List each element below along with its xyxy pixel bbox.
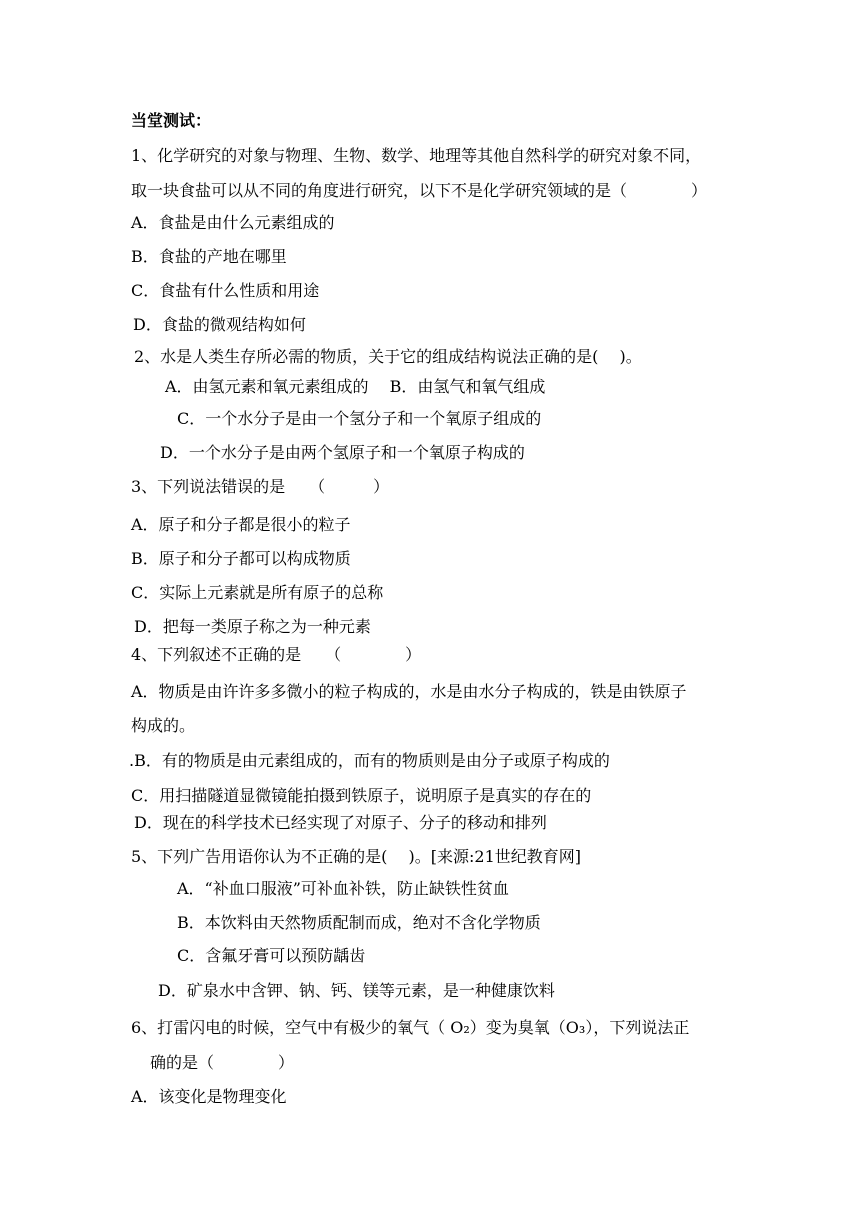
q1-stem-line2: 取一块食盐可以从不同的角度进行研究，以下不是化学研究领域的是（ ） (131, 181, 708, 200)
q5-option-a: A．“补血口服液”可补血补铁，防止缺铁性贫血 (177, 879, 509, 898)
q5-option-c: C．含氟牙膏可以预防龋齿 (177, 946, 366, 965)
q1-option-c: C．食盐有什么性质和用途 (131, 281, 320, 300)
q6-stem-line1: 6、打雷闪电的时候，空气中有极少的氧气（ O₂）变为臭氧（O₃），下列说法正 (131, 1018, 690, 1037)
q3-option-b: B．原子和分子都可以构成物质 (131, 549, 351, 568)
q3-stem: 3、下列说法错误的是 （ ） (131, 477, 390, 496)
q4-option-a-line2: 构成的。 (131, 716, 196, 735)
q2-option-ab: A．由氢元素和氧元素组成的 B．由氢气和氧气组成 (165, 377, 546, 396)
q5-option-d: D．矿泉水中含钾、钠、钙、镁等元素，是一种健康饮料 (158, 981, 555, 1000)
q4-option-c: C．用扫描隧道显微镜能拍摄到铁原子，说明原子是真实的存在的 (131, 786, 592, 805)
q4-option-a-line1: A．物质是由许许多多微小的粒子构成的，水是由水分子构成的，铁是由铁原子 (131, 682, 687, 701)
q6-stem-line2: 确的是（ ） (150, 1053, 295, 1072)
q1-option-a: A．食盐是由什么元素组成的 (131, 213, 335, 232)
q1-option-d: D．食盐的微观结构如何 (133, 315, 306, 334)
q2-stem: 2、水是人类生存所必需的物质，关于它的组成结构说法正确的是( )。 (134, 347, 642, 366)
q1-option-b: B．食盐的产地在哪里 (131, 247, 287, 266)
q3-option-c: C．实际上元素就是所有原子的总称 (131, 583, 384, 602)
page-heading: 当堂测试： (131, 111, 212, 130)
q4-option-d: D．现在的科学技术已经实现了对原子、分子的移动和排列 (134, 813, 547, 832)
q1-stem-line1: 1、化学研究的对象与物理、生物、数学、地理等其他自然科学的研究对象不同， (131, 146, 702, 165)
q4-option-b: .B．有的物质是由元素组成的，而有的物质则是由分子或原子构成的 (129, 751, 610, 770)
q3-option-a: A．原子和分子都是很小的粒子 (131, 515, 351, 534)
q5-stem: 5、下列广告用语你认为不正确的是( )。[来源:21世纪教育网] (131, 847, 581, 866)
q4-stem: 4、下列叙述不正确的是 （ ） (131, 645, 422, 664)
q2-option-d: D．一个水分子是由两个氢原子和一个氧原子构成的 (160, 443, 525, 462)
q5-option-b: B．本饮料由天然物质配制而成，绝对不含化学物质 (177, 913, 541, 932)
q3-option-d: D．把每一类原子称之为一种元素 (134, 617, 371, 636)
q6-option-a: A．该变化是物理变化 (131, 1087, 287, 1106)
q2-option-c: C．一个水分子是由一个氢分子和一个氧原子组成的 (177, 409, 542, 428)
